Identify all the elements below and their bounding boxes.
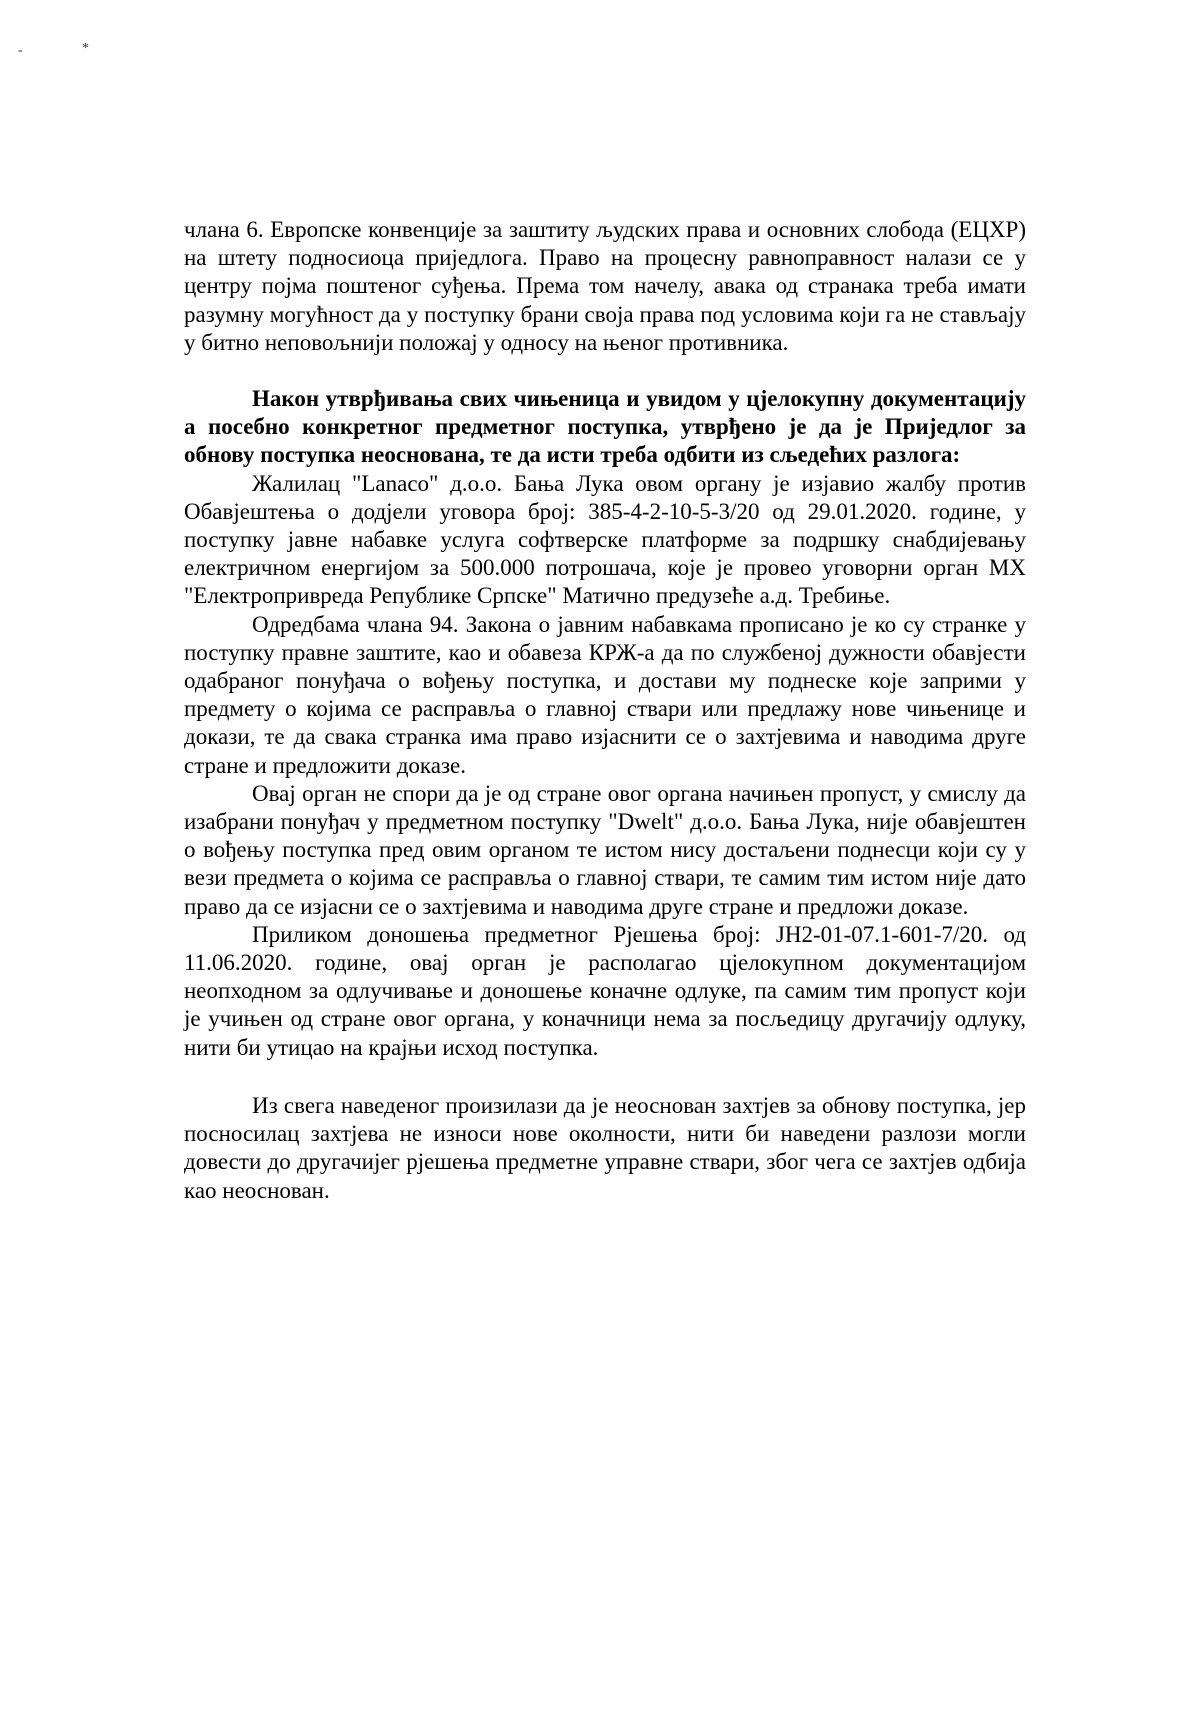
document-body [184,216,1026,1205]
paragraph-conclusion: Из свега наведеног произилази да је неоснован захтјев за обнову поступка, јер посносилац захтјева не износи нове околности, нити би наведени разлози могли довести до другачијег рјешења предметне управне ствари, због чега се захтјев одбија као неоснован. [184,1092,1026,1203]
paragraph-article-94: Одредбама члана 94. Закона о јавним набавкама прописано је ко су странке у поступку правне заштите, као и обавеза КРЖ-а да по службеној дужности обавјести одабраног понуђача о вођењу поступка, и достави му поднеске које заприми у предмету о којима се расправља о главној ствари или предлажу нове чињенице и докази, те да свака странка има право изјаснити се о захтјевима и наводима друге стране и предложити доказе. [184,611,1026,778]
paragraph-appeal-lanaco: Жалилац "Lanaco" д.о.о. Бања Лука овом органу је изјавио жалбу против Обавјештења о додјели уговора број: 385-4-2-10-5-3/20 од 29.01.2020. године, у поступку јавне набавке услуга софтверске платформе за подршку снабдијевању електричном енергијом за 500.000 потрошача, које је провео уговорни орган МХ "Електропривреда Републике Српске" Матично предузеће а.д. Требиње. [184,470,1026,609]
paragraph-omission: Овај орган не спори да је од стране овог органа начињен пропуст, у смислу да изабрани понуђач у предметном поступку "Dwelt" д.о.о. Бања Лука, није обавјештен о вођењу поступка пред овим органом те истом нису достаљени поднесци који су у вези предмета о којима се расправља о главној ствари, те самим тим истом није дато право да се изјасни се о захтјевима и наводима друге стране и предложи доказе. [184,780,1026,919]
paragraph-decision: Приликом доношења предметног Рјешења број: ЈН2-01-07.1-601-7/20. од 11.06.2020. године, овај орган је располагао цјелокупном документацијом неопходном за одлучивање и доношење коначне одлуке, па самим тим пропуст који је учињен од стране овог органа, у коначници нема за посљедицу другачију одлуку, нити би утицао на крајњи исход поступка. [184,921,1026,1060]
paragraph-findings-heading: Након утврђивања свих чињеница и увидом у цјелокупну документацију а посебно конкретног предметног поступка, утврђено је да је Приједлог за обнову поступка неоснована, те да исти треба одбити из сљедећих разлога: [184,386,1026,468]
scan-mark: - [18,43,23,58]
scan-mark: * [82,41,89,56]
paragraph-continuation: члана 6. Европске конвенције за заштиту људских права и основних слобода (ЕЦХР) на штету подносиоца приједлога. Право на процесну равноправност налази се у центру појма поштеног суђења. Према том начелу, авака од странака треба имати разумну могућност да у поступку брани своја права под условима који га не стављају у битно неповољнији положај у односу на њеног противника. [184,217,1026,355]
